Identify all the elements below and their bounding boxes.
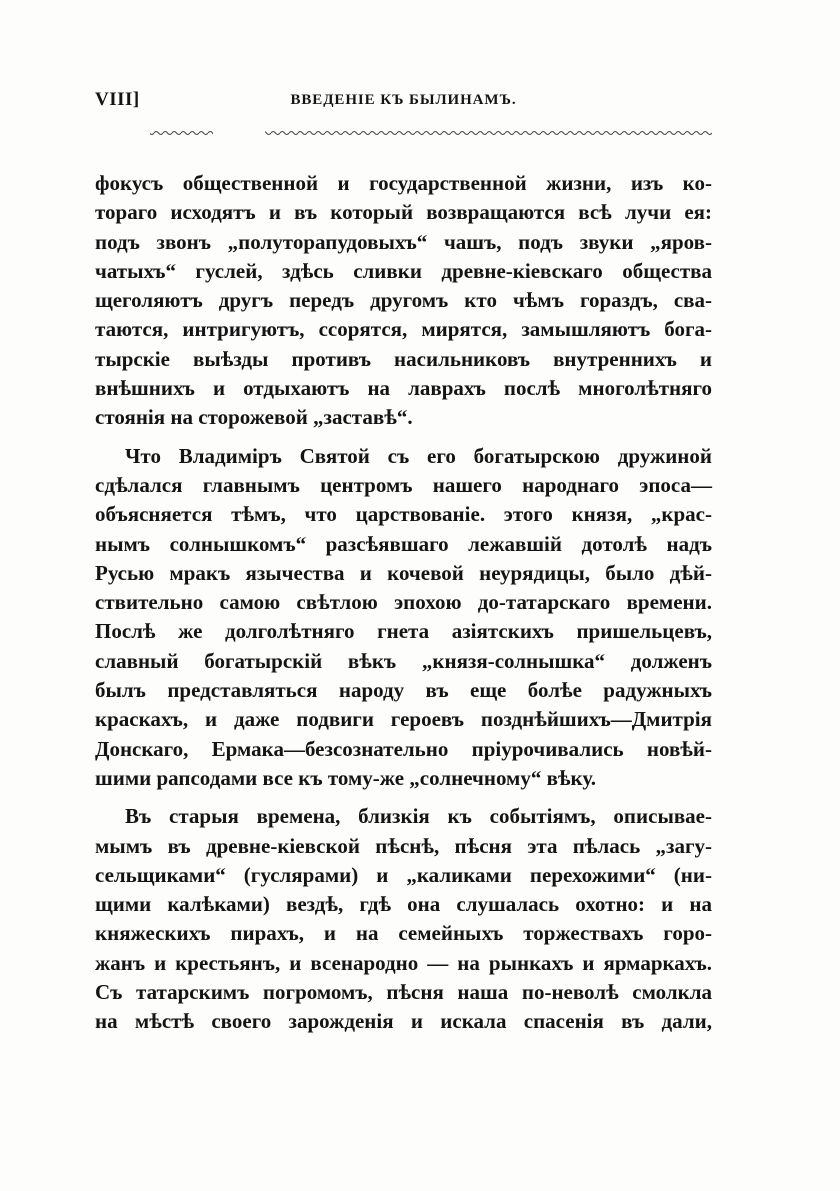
- text-line: былъ представляться народу въ еще болѣе радужныхъ: [95, 678, 712, 703]
- text-line: Донскаго, Ермака—безсознательно пріурочивались новѣй-: [95, 736, 712, 761]
- text-line: чатыхъ“ гуслей, здѣсь сливки древне-кіевскаго общества: [95, 258, 712, 283]
- page-number: VIII]: [95, 89, 140, 110]
- header-wavy-rule: [145, 129, 712, 137]
- text-line: Послѣ же долголѣтняго гнета азіятскихъ пришельцевъ,: [95, 619, 712, 644]
- text-line: тораго исходятъ и въ который возвращаются всѣ лучи ея:: [95, 200, 712, 225]
- text-line: сельщиками“ (гуслярами) и „каликами перехожими“ (ни-: [95, 862, 712, 887]
- text-line: Въ старыя времена, близкія къ событіямъ, описывае-: [125, 804, 712, 829]
- text-line: щеголяютъ другъ передъ другомъ кто чѣмъ гораздъ, сва-: [95, 288, 712, 313]
- text-line: таются, интригуютъ, ссорятся, мирятся, замышляютъ бога-: [95, 317, 712, 342]
- text-line: краскахъ, и даже подвиги героевъ позднѣйшихъ—Дмитрія: [95, 707, 712, 732]
- paragraph: [95, 802, 712, 1036]
- text-line: Съ татарскимъ погромомъ, пѣсня наша по-неволѣ смолкла: [95, 980, 712, 1005]
- body-text: [95, 169, 712, 1037]
- text-line: щими калѣками) вездѣ, гдѣ она слушалась охотно: и на: [95, 892, 712, 917]
- text-line: подъ звонъ „полуторапудовыхъ“ чашъ, подъ звуки „яров-: [95, 229, 712, 254]
- text-line: Что Владиміръ Святой съ его богатырскою дружиной: [125, 443, 712, 468]
- text-line: Русью мракъ язычества и кочевой неурядицы, было дѣй-: [95, 560, 712, 585]
- text-line: княжескихъ пирахъ, и на семейныхъ торжествахъ горо-: [95, 921, 712, 946]
- text-line: тырскіе выѣзды противъ насильниковъ внутреннихъ и: [95, 346, 712, 371]
- paragraph: [95, 169, 712, 433]
- text-line: жанъ и крестьянъ, и всенародно — на рынкахъ и ярмаркахъ.: [95, 950, 712, 975]
- text-line: шими рапсодами все къ тому-же „солнечному“ вѣку.: [95, 765, 596, 790]
- text-line: стоянія на сторожевой „заставѣ“.: [95, 405, 413, 430]
- running-head: ВВЕДЕНІЕ КЪ БЫЛИНАМЪ.: [290, 92, 517, 108]
- text-line: внѣшнихъ и отдыхаютъ на лаврахъ послѣ многолѣтняго: [95, 376, 712, 401]
- text-line: нымъ солнышкомъ“ разсѣявшаго лежавшій дотолѣ надъ: [95, 531, 712, 556]
- paragraph: [95, 442, 712, 794]
- text-line: ствительно самою свѣтлою эпохою до-татарскаго времени.: [95, 590, 712, 615]
- text-line: мымъ въ древне-кіевской пѣснѣ, пѣсня эта пѣлась „загу-: [95, 833, 712, 858]
- text-line: фокусъ общественной и государственной жизни, изъ ко-: [95, 171, 712, 195]
- text-line: на мѣстѣ своего зарожденія и искала спасенія въ дали,: [95, 1009, 712, 1034]
- text-line: объясняется тѣмъ, что царствованіе. этого князя, „крас-: [95, 502, 712, 527]
- text-line: славный богатырскій вѣкъ „князя-солнышка“ долженъ: [95, 648, 712, 673]
- text-line: сдѣлался главнымъ центромъ нашего народнаго эпоса—: [95, 472, 712, 497]
